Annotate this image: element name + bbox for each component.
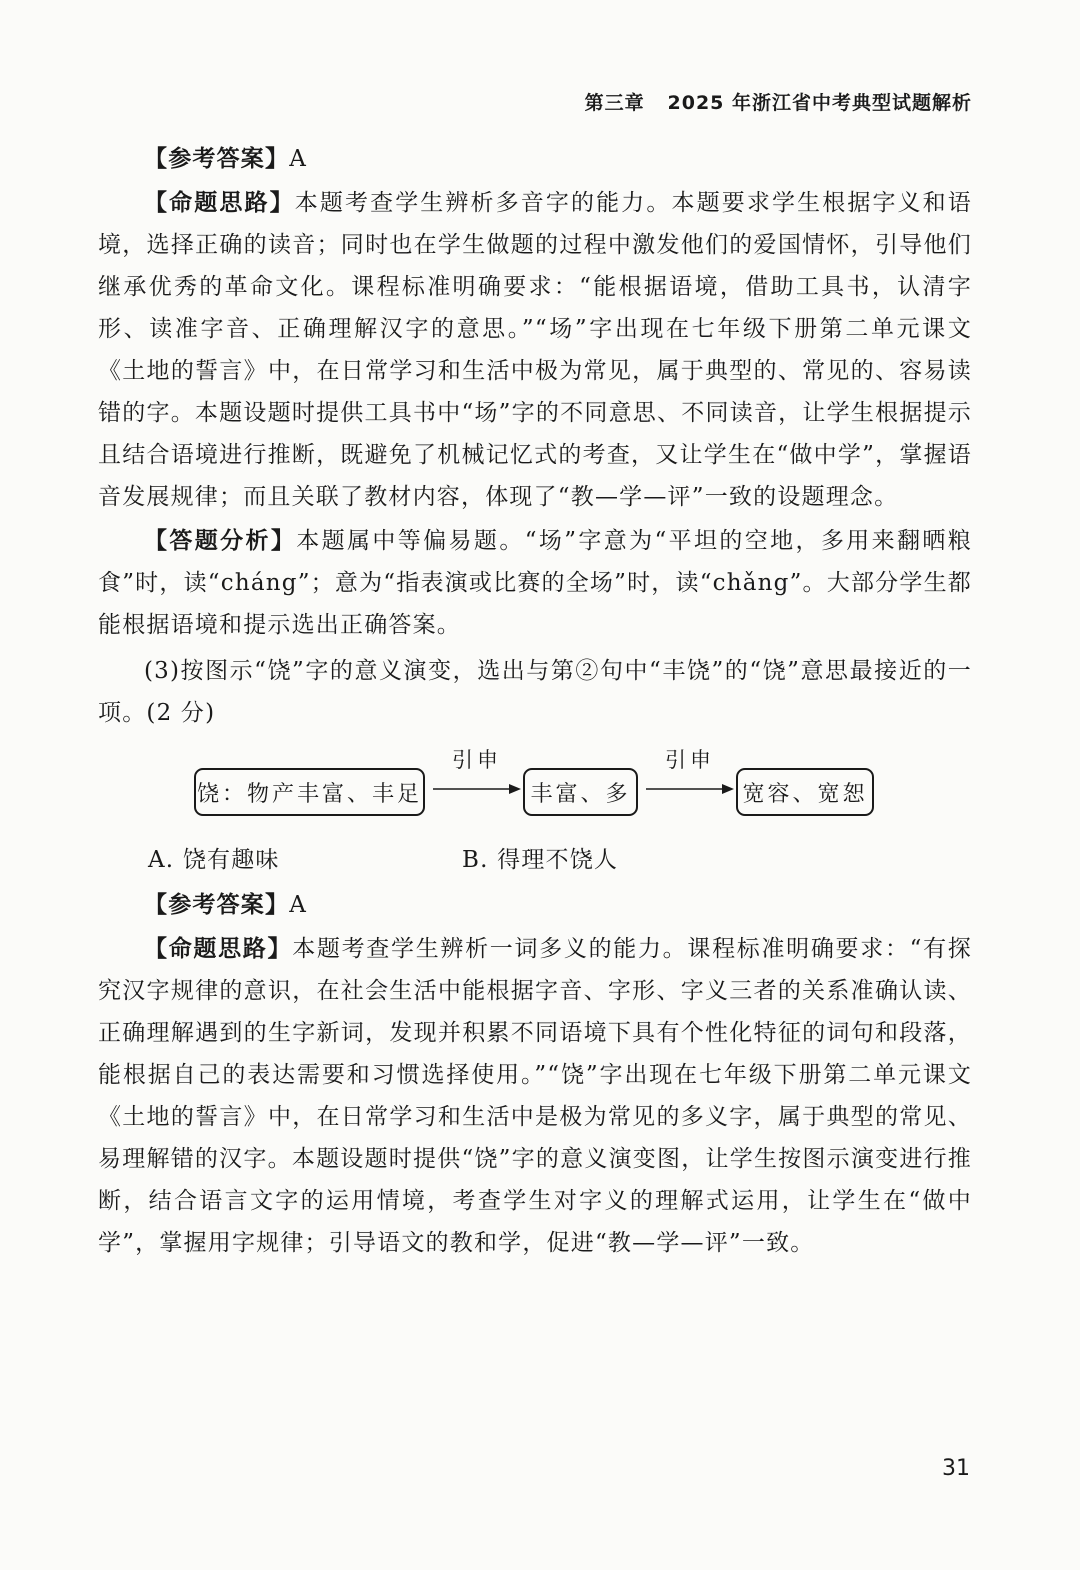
page-number: 31 xyxy=(942,1456,970,1481)
diagram-box-original-meaning: 饶：物产丰富、丰足 xyxy=(194,768,425,816)
idea-label: 【命题思路】 xyxy=(144,936,293,962)
answer-label: 【参考答案】 xyxy=(144,146,290,172)
idea-paragraph-1 xyxy=(98,182,972,518)
arrow-label: 引申 xyxy=(452,748,502,772)
diagram-box-extended-meaning-2: 宽容、宽恕 xyxy=(736,768,874,816)
idea-text: 本题考查学生辨析一词多义的能力。课程标准明确要求：“有探究汉字规律的意识，在社会生活中能根据字音、字形、字义三者的关系准确认读、正确理解遇到的生字新词，发现并积累不同语境下具有个性化特征的词句和段落，能根据自己的表达需要和习惯选择使用。”“饶”字出现在七年级下册第二单元课文《土地的誓言》中，在日常学习和生活中是极为常见的多义字，属于典型的常见、易理解错的汉字。本题设题时提供“饶”字的意义演变图，让学生按图示演变进行推断，结合语言文字的运用情境，考查学生对字义的理解式运用，让学生在“做中学”，掌握用字规律；引导语文的教和学，促进“教—学—评”一致。 xyxy=(98,936,973,1256)
idea-label: 【命题思路】 xyxy=(144,190,295,216)
answer-line-2 xyxy=(98,884,972,926)
question-3: (3)按图示“饶”字的意义演变，选出与第②句中“丰饶”的“饶”意思最接近的一项。(2 分) xyxy=(98,658,972,726)
idea-paragraph-2 xyxy=(98,928,972,1264)
answer-value: A xyxy=(289,892,308,918)
analysis-text: 本题属中等偏易题。“场”字意为“平坦的空地，多用来翻晒粮食”时，读“cháng”；意为“指表演或比赛的全场”时，读“chǎng”。大部分学生都能根据语境和提示选出正确答案。 xyxy=(98,528,973,638)
option-a: A. 饶有趣味 xyxy=(148,847,280,873)
diagram-box-extended-meaning-1: 丰富、多 xyxy=(523,768,638,816)
answer-options xyxy=(98,838,972,882)
arrow-right-icon xyxy=(431,782,523,796)
meaning-evolution-diagram xyxy=(98,744,972,836)
arrow-label: 引申 xyxy=(665,748,715,772)
answer-line-1 xyxy=(98,138,972,180)
page-content xyxy=(98,138,972,1264)
idea-text: 本题考查学生辨析多音字的能力。本题要求学生根据字义和语境，选择正确的读音；同时也在学生做题的过程中激发他们的爱国情怀，引导他们继承优秀的革命文化。课程标准明确要求：“能根据语境，借助工具书，认清字形、读准字音、正确理解汉字的意思。”“场”字出现在七年级下册第二单元课文《土地的誓言》中，在日常学习和生活中极为常见，属于典型的、常见的、容易读错的字。本题设题时提供工具书中“场”字的不同意思、不同读音，让学生根据提示且结合语境进行推断，既避免了机械记忆式的考查，又让学生在“做中学”，掌握语音发展规律；而且关联了教材内容，体现了“教—学—评”一致的设题理念。 xyxy=(98,190,972,510)
answer-label: 【参考答案】 xyxy=(144,892,290,918)
arrow-right-icon xyxy=(644,782,736,796)
diagram-arrow-1 xyxy=(431,744,523,816)
analysis-paragraph xyxy=(98,520,972,646)
option-b: B. 得理不饶人 xyxy=(462,847,619,873)
diagram-arrow-2 xyxy=(644,744,736,816)
answer-value: A xyxy=(289,146,308,172)
analysis-label: 【答题分析】 xyxy=(144,528,297,554)
running-header: 第三章 2025 年浙江省中考典型试题解析 xyxy=(584,92,972,114)
